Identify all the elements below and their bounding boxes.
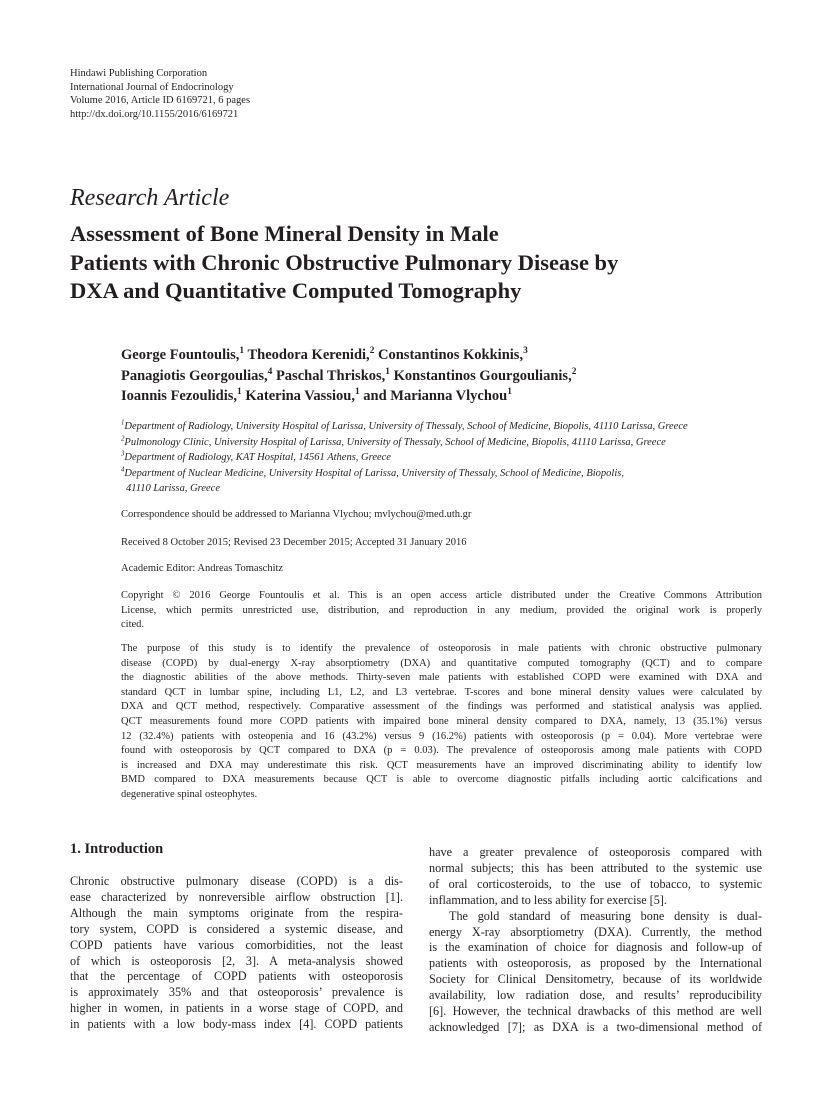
author-name: Constantinos Kokkinis,	[378, 347, 524, 363]
body-column-right	[429, 845, 762, 1036]
volume-info: Volume 2016, Article ID 6169721, 6 pages	[70, 95, 251, 107]
abstract-line: BMD compared to DXA measurements because QCT is able to overcome diagnostic pitfalls including aortic calcifications and	[121, 774, 762, 786]
affiliation-number: 2	[121, 435, 125, 442]
publisher: Hindawi Publishing Corporation	[70, 68, 208, 79]
author-affiliation: 1	[237, 387, 242, 398]
author-affiliation: 1	[239, 346, 245, 357]
body-line: normal subjects; this has been attributed to the systemic use	[429, 860, 762, 875]
doi-link[interactable]: http://dx.doi.org/10.1155/2016/6169721	[70, 108, 239, 120]
copyright-notice	[121, 589, 762, 633]
affiliation-number: 4	[121, 466, 125, 473]
abstract-line: standard QCT in lumbar spine, including L1, L2, and L3 vertebrae. T-scores and bone mineral density values were calculated by	[121, 686, 762, 698]
journal-name: International Journal of Endocrinology	[70, 81, 234, 93]
body-line: ease characterized by nonreversible airflow obstruction [1].	[70, 889, 403, 904]
affiliation-list	[121, 419, 771, 497]
body-line: that the percentage of COPD patients with osteoporosis	[70, 969, 403, 984]
body-line: COPD patients have various comorbidities, not the least	[70, 937, 403, 952]
affiliation-number: 1	[121, 419, 125, 427]
affiliation-continuation: 41110 Larissa, Greece	[126, 483, 221, 494]
author-affiliation: 1	[385, 366, 390, 377]
abstract-line: the diagnostic abilities of the above methods. Thirty-seven male patients with established COPD were examined with DXA and	[121, 672, 762, 684]
abstract-line: degenerative spinal osteophytes.	[121, 788, 258, 800]
body-line: tory system, COPD is considered a systemic disease, and	[70, 921, 403, 936]
author-name: and Marianna Vlychou	[363, 388, 508, 404]
body-line: is the examination of choice for diagnosis and follow-up of	[429, 940, 762, 955]
author-name: Paschal Thriskos,	[275, 367, 386, 384]
journal-header	[70, 67, 250, 121]
author-line	[121, 386, 771, 407]
abstract-line: DXA and QCT method, respectively. Comparative assessment of the findings was performed and statistical analysis was applied.	[121, 701, 762, 713]
received-dates: Received 8 October 2015; Revised 23 December 2015; Accepted 31 January 2016	[121, 537, 467, 548]
body-line: Chronic obstructive pulmonary disease (COPD) is a dis-	[70, 874, 403, 888]
affiliation	[121, 450, 771, 466]
author-line	[121, 366, 771, 387]
paper-title	[70, 220, 770, 306]
affiliation-text: Department of Nuclear Medicine, University Hospital of Larissa, University of Thessaly, School of Medicine, Biopolis,	[124, 467, 624, 479]
body-line: energy X-ray absorptiometry (DXA). Currently, the method	[429, 924, 762, 939]
title-line: DXA and Quantitative Computed Tomography	[70, 278, 522, 303]
abstract-line: found with osteoporosis by QCT compared to DXA (p = 0.03). The prevalence of osteoporosis among male patients with COPD	[121, 745, 762, 757]
copyright-line: License, which permits unrestricted use, distribution, and reproduction in any medium, provided the original work is properly	[121, 604, 762, 616]
abstract-line: is increased and DXA may underestimate this risk. QCT measurements have an improved discriminating ability to identify low	[121, 759, 762, 771]
body-line: Society for Clinical Densitometry, because of its worldwide	[429, 972, 762, 987]
affiliation	[121, 419, 771, 435]
affiliation-text: Pulmonology Clinic, University Hospital of Larissa, University of Thessaly, School of Medicine, Biopolis, 41110 Larissa, Greece	[124, 436, 666, 448]
author-line	[121, 345, 771, 366]
section-heading: 1. Introduction	[70, 841, 164, 857]
author-name: Katerina Vassiou,	[245, 388, 355, 404]
body-line: inflammation, and to less ability for exercise [5].	[429, 892, 667, 907]
affiliation-text: Department of Radiology, KAT Hospital, 14561 Athens, Greece	[124, 452, 391, 463]
author-affiliation: 2	[571, 366, 577, 377]
author-name: Theodora Kerenidi,	[247, 347, 370, 363]
copyright-line: cited.	[121, 619, 145, 631]
author-name: George Fountoulis,	[121, 347, 240, 363]
author-name: Konstantinos Gourgoulianis,	[393, 367, 572, 384]
affiliation-number: 3	[121, 450, 125, 458]
body-line: is approximately 35% and that osteoporosis’ prevalence is	[70, 985, 403, 1000]
academic-editor: Academic Editor: Andreas Tomaschitz	[121, 563, 284, 574]
body-line: have a greater prevalence of osteoporosis compared with	[429, 845, 762, 859]
body-line: [6]. However, the technical drawbacks of this method are well	[429, 1004, 762, 1019]
author-name: Panagiotis Georgoulias,	[121, 367, 268, 384]
abstract-line: QCT measurements found more COPD patients with impaired bone mineral density compared to DXA, namely, 13 (35.1%) versus	[121, 715, 762, 727]
author-affiliation: 2	[369, 346, 375, 357]
affiliation	[121, 466, 771, 482]
body-line: of oral corticosteroids, to the use of tobacco, to systemic	[429, 876, 762, 891]
body-line: availability, low radiation dose, and results’ reproducibility	[429, 988, 762, 1003]
author-affiliation: 4	[267, 366, 273, 377]
body-line: in patients with a low body-mass index [4]. COPD patients	[70, 1017, 403, 1032]
body-line: The gold standard of measuring bone density is dual-	[449, 908, 762, 923]
title-line: Assessment of Bone Mineral Density in Male	[70, 221, 499, 246]
author-affiliation: 3	[523, 346, 528, 357]
copyright-line: Copyright © 2016 George Fountoulis et al. This is an open access article distributed under the Creative Commons Attribution	[121, 590, 762, 601]
abstract	[121, 642, 762, 803]
author-affiliation: 1	[354, 387, 360, 398]
body-column-left	[70, 874, 403, 1033]
affiliation-text: Department of Radiology, University Hospital of Larissa, University of Thessaly, School of Medicine, Biopolis, 41110 Larissa, Greece	[124, 421, 688, 432]
body-line: of which is osteoporosis [2, 3]. A meta-analysis showed	[70, 953, 403, 968]
body-line: higher in women, in patients in a worse stage of COPD, and	[70, 1001, 403, 1016]
author-list	[121, 345, 771, 407]
author-affiliation: 1	[507, 387, 512, 398]
abstract-line: 12 (32.4%) patients with osteopenia and 16 (43.2%) versus 9 (16.2%) patients with osteoporosis (p = 0.04). More vertebrae were	[121, 730, 762, 742]
body-line: patients with osteoporosis, as proposed by the International	[429, 956, 762, 971]
body-line: Although the main symptoms originate from the respira-	[70, 905, 403, 920]
correspondence: Correspondence should be addressed to Marianna Vlychou; mvlychou@med.uth.gr	[121, 509, 472, 520]
abstract-line: The purpose of this study is to identify the prevalence of osteoporosis in male patients with chronic obstructive pulmonary	[121, 643, 762, 654]
affiliation	[121, 435, 771, 451]
author-name: Ioannis Fezoulidis,	[121, 388, 238, 404]
article-type: Research Article	[70, 185, 230, 211]
abstract-line: disease (COPD) by dual-energy X-ray absorptiometry (DXA) and quantitative computed tomography (QCT) and to compare	[121, 657, 762, 669]
title-line: Patients with Chronic Obstructive Pulmonary Disease by	[70, 249, 619, 275]
body-line: acknowledged [7]; as DXA is a two-dimensional method of	[429, 1019, 762, 1034]
